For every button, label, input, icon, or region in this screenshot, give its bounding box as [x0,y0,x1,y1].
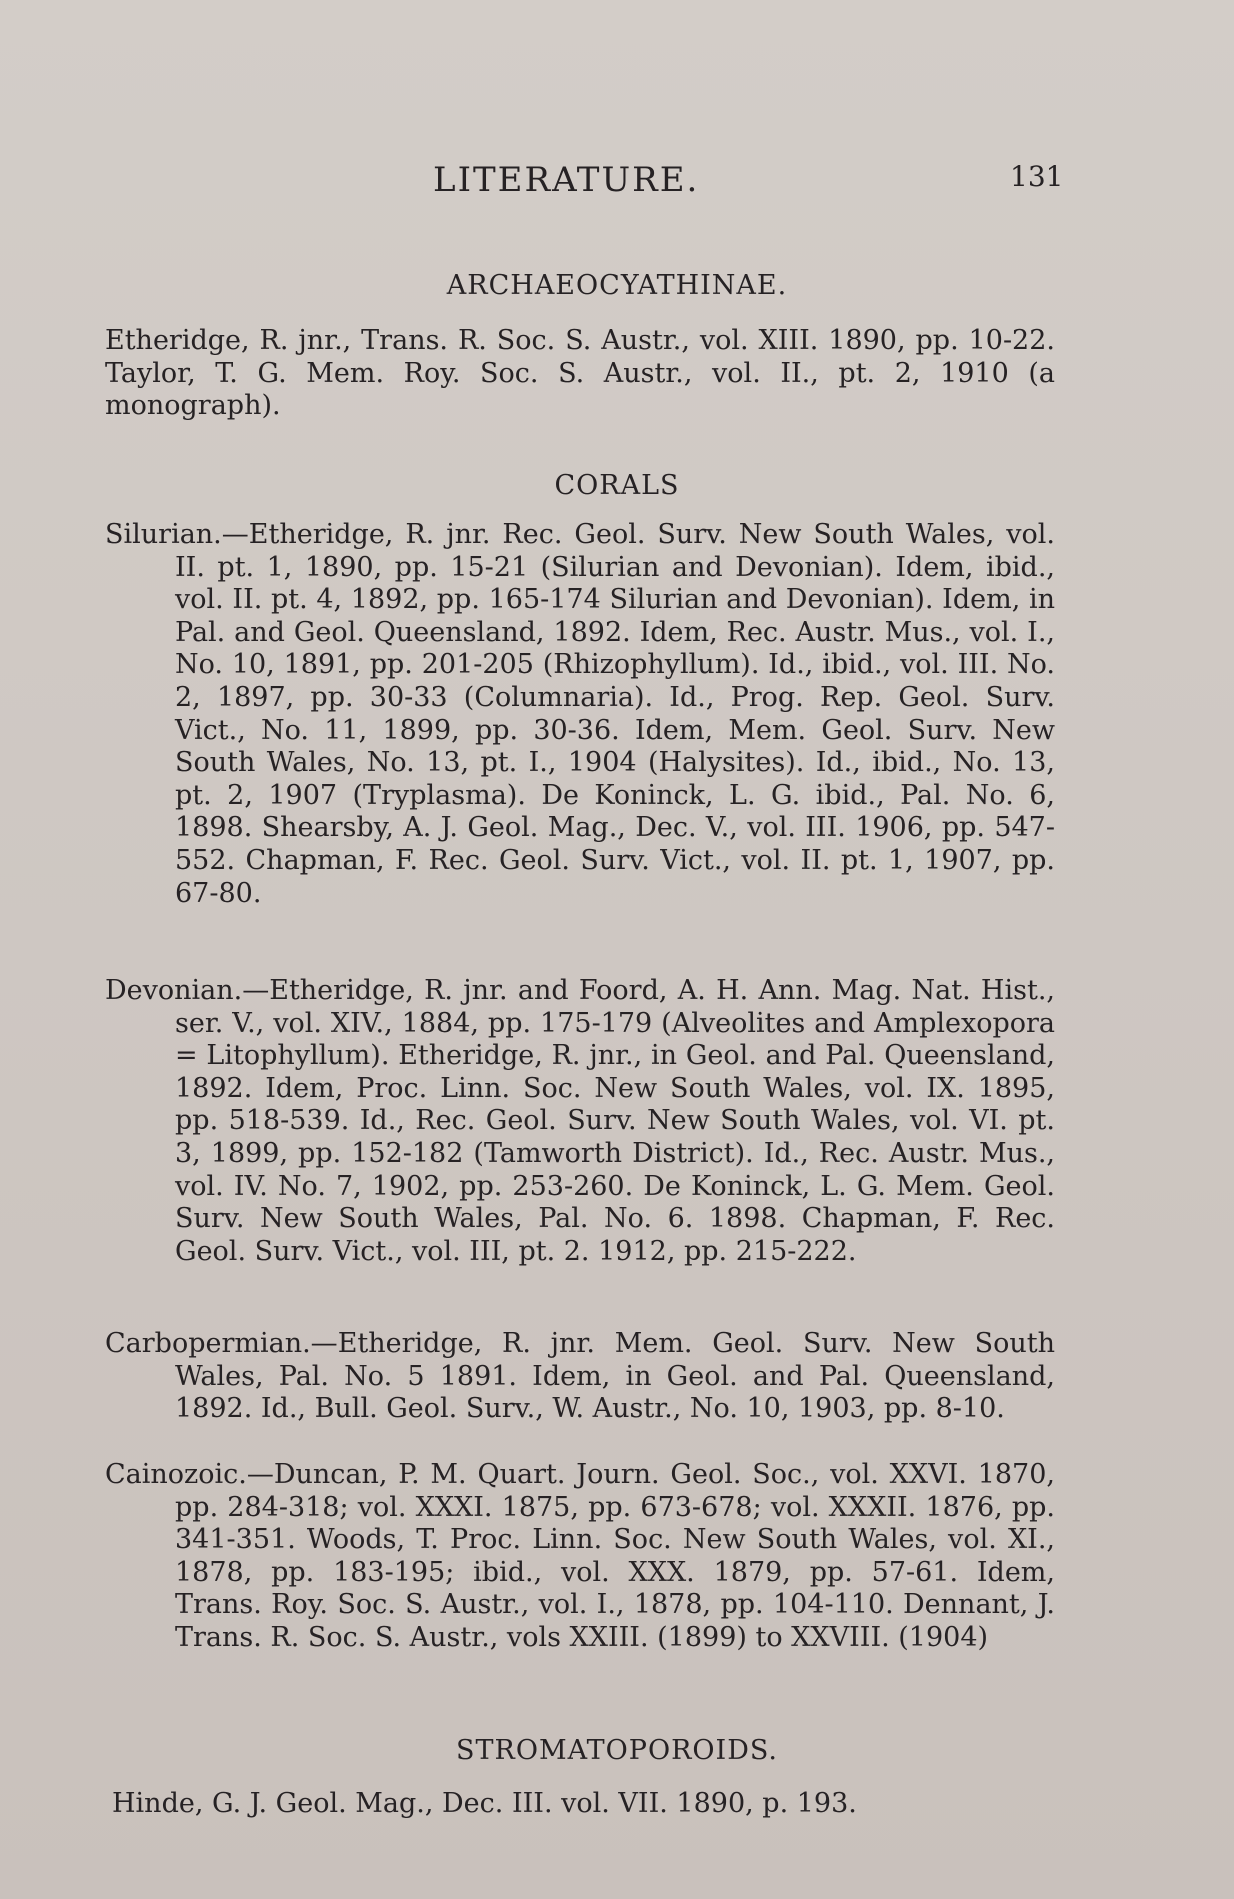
running-head [0,156,1234,206]
section-heading-stromatoporoids: STROMATOPOROIDS. [456,1735,778,1766]
section-heading-archaeocyathinae: ARCHAEOCYATHINAE. [446,270,788,301]
corals-entry-carbopermian [105,1328,1055,1426]
section-heading-corals: CORALS [554,470,680,501]
corals-entry-silurian [105,519,1055,910]
entry-text: Etheridge, R. jnr. Mem. Geol. Surv. New South Wales, Pal. No. 5 1891. Idem, in Geol. and Pal. Queensland, 1892. Id., Bull. Geol. Surv., W. Austr., No. 10, 1903, pp. 8-10. [175,1328,1055,1425]
entry-label: Silurian.— [105,519,249,550]
entry-text: Etheridge, R. jnr. Rec. Geol. Surv. New South Wales, vol. II. pt. 1, 1890, pp. 15-21 (Silurian and Devonian). Idem, ibid., vol. II. pt. 4, 1892, pp. 165-174 Silurian and Devonian). Idem, in Pal. and Geol. Queensland, 1892. Idem, Rec. Austr. Mus., vol. I., No. 10, 1891, pp. 201-205 (Rhizophyllum). Id., ibid., vol. III. No. 2, 1897, pp. 30-33 (Columnaria). Id., Prog. Rep. Geol. Surv. Vict., No. 11, 1899, pp. 30-36. Idem, Mem. Geol. Surv. New South Wales, No. 13, pt. I., 1904 (Halysites). Id., ibid., No. 13, pt. 2, 1907 (Tryplasma). De Koninck, L. G. ibid., Pal. No. 6, 1898. Shearsby, A. J. Geol. Mag., Dec. V., vol. III. 1906, pp. 547-552. Chapman, F. Rec. Geol. Surv. Vict., vol. II. pt. 1, 1907, pp. 67-80. [175,519,1055,909]
entry-label: Cainozoic.— [105,1459,274,1490]
entry-text: Etheridge, R. jnr. and Foord, A. H. Ann. Mag. Nat. Hist., ser. V., vol. XIV., 1884, pp. 175-179 (Alveolites and Amplexopora = Litophyllum). Etheridge, R. jnr., in Geol. and Pal. Queensland, 1892. Idem, Proc. Linn. Soc. New South Wales, vol. IX. 1895, pp. 518-539. Id., Rec. Geol. Surv. New South Wales, vol. VI. pt. 3, 1899, pp. 152-182 (Tamworth District). Id., Rec. Austr. Mus., vol. IV. No. 7, 1902, pp. 253-260. De Koninck, L. G. Mem. Geol. Surv. New South Wales, Pal. No. 6. 1898. Chapman, F. Rec. Geol. Surv. Vict., vol. III, pt. 2. 1912, pp. 215-222. [175,975,1055,1267]
archaeocyathinae-text: Etheridge, R. jnr., Trans. R. Soc. S. Austr., vol. XIII. 1890, pp. 10-22. Taylor, T. G. Mem. Roy. Soc. S. Austr., vol. II., pt. 2, 1910 (a monograph). [105,325,1055,422]
corals-entry-devonian [105,975,1055,1268]
stromatoporoids-text: Hinde, G. J. Geol. Mag., Dec. III. vol. VII. 1890, p. 193. [112,1788,857,1819]
entry-label: Carbopermian.— [105,1328,338,1359]
entry-text: Duncan, P. M. Quart. Journ. Geol. Soc., vol. XXVI. 1870, pp. 284-318; vol. XXXI. 1875, pp. 673-678; vol. XXXII. 1876, pp. 341-351. Woods, T. Proc. Linn. Soc. New South Wales, vol. XI., 1878, pp. 183-195; ibid., vol. XXX. 1879, pp. 57-61. Idem, Trans. Roy. Soc. S. Austr., vol. I., 1878, pp. 104-110. Dennant, J. Trans. R. Soc. S. Austr., vols XXIII. (1899) to XXVIII. (1904) [175,1459,1055,1653]
entry-label: Devonian.— [105,975,270,1006]
page-number: 131 [1010,160,1064,193]
running-title: LITERATURE. [433,160,700,200]
corals-entry-cainozoic [105,1459,1055,1655]
